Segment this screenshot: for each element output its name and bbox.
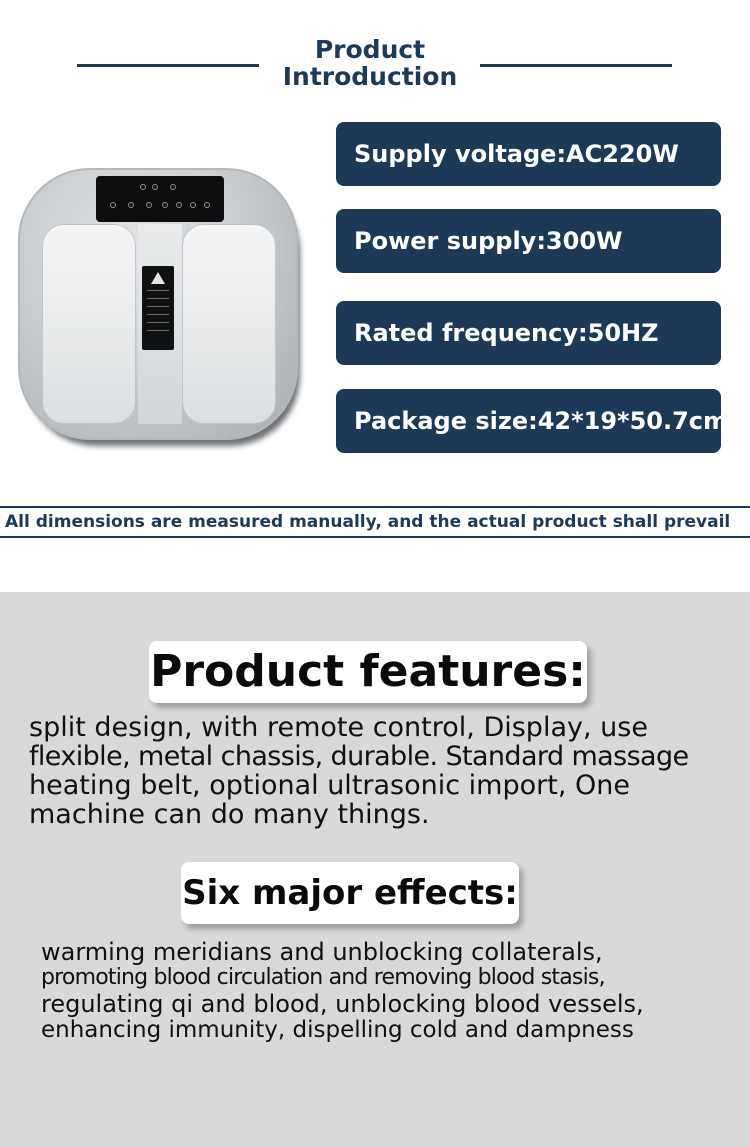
spec-supply-voltage: Supply voltage:AC220W bbox=[336, 122, 721, 186]
panel-button bbox=[140, 184, 146, 190]
effects-line: enhancing immunity, dispelling cold and dampness bbox=[41, 1017, 634, 1043]
panel-button bbox=[170, 184, 176, 190]
effects-paragraph bbox=[41, 939, 644, 1043]
header-divider-left bbox=[77, 64, 259, 67]
effects-line: regulating qi and blood, unblocking blood vessels, bbox=[41, 990, 644, 1018]
product-image bbox=[18, 168, 302, 446]
effects-line: promoting blood circulation and removing blood stasis, bbox=[41, 965, 605, 990]
label-text-line bbox=[147, 290, 169, 291]
page-title-line-2: Introduction bbox=[282, 62, 458, 91]
features-paragraph bbox=[29, 713, 689, 829]
left-foot-pad bbox=[42, 224, 136, 424]
spec-power-supply: Power supply:300W bbox=[336, 209, 721, 273]
control-panel bbox=[96, 176, 224, 222]
effects-line: warming meridians and unblocking collaterals, bbox=[41, 938, 603, 966]
warning-icon bbox=[151, 272, 165, 284]
panel-button bbox=[128, 202, 134, 208]
spec-package-size: Package size:42*19*50.7cm bbox=[336, 389, 721, 453]
label-text-line bbox=[147, 298, 169, 299]
effects-heading: Six major effects: bbox=[181, 862, 519, 924]
features-line: machine can do many things. bbox=[29, 799, 430, 830]
page-title-line-1: Product bbox=[314, 35, 426, 64]
panel-button bbox=[176, 202, 182, 208]
warning-label bbox=[142, 266, 174, 350]
spec-rated-frequency: Rated frequency:50HZ bbox=[336, 301, 721, 365]
device-body bbox=[18, 168, 298, 440]
panel-button bbox=[204, 202, 210, 208]
label-text-line bbox=[147, 306, 169, 307]
panel-button bbox=[152, 184, 158, 190]
features-line: heating belt, optional ultrasonic import, One bbox=[29, 770, 630, 801]
dimension-notice: All dimensions are measured manually, and the actual product shall prevail bbox=[0, 506, 750, 538]
features-line: split design, with remote control, Display, use bbox=[29, 712, 648, 743]
page-title bbox=[260, 36, 480, 90]
panel-button bbox=[146, 202, 152, 208]
panel-button bbox=[190, 202, 196, 208]
label-text-line bbox=[147, 322, 169, 323]
header-divider-right bbox=[480, 64, 672, 67]
features-line: flexible, metal chassis, durable. Standard massage bbox=[29, 741, 689, 772]
label-text-line bbox=[147, 314, 169, 315]
panel-button bbox=[110, 202, 116, 208]
right-foot-pad bbox=[182, 224, 276, 424]
features-heading: Product features: bbox=[149, 641, 587, 703]
label-text-line bbox=[147, 330, 169, 331]
panel-button bbox=[162, 202, 168, 208]
